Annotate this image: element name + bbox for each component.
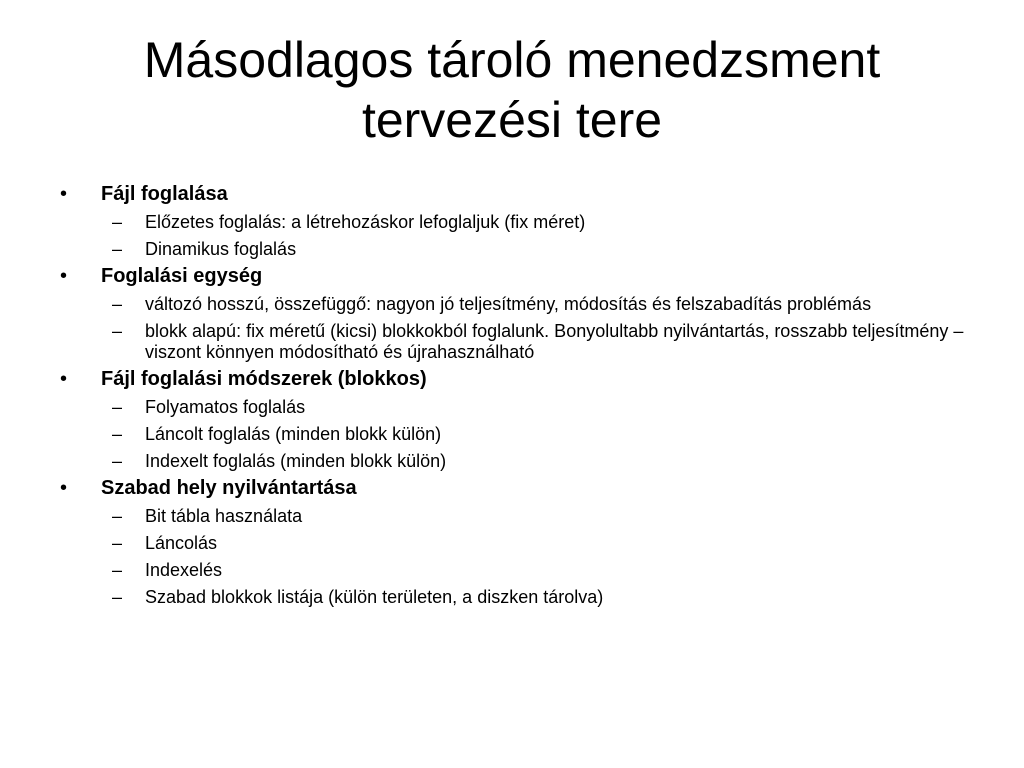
dash-icon: – [112, 560, 123, 580]
sub-bullet-item [60, 560, 970, 581]
dash-icon: – [112, 506, 123, 526]
sub-bullet-text: Láncolás [145, 533, 218, 553]
sub-bullet-text: Szabad blokkok listája (külön területen, a diszken tárolva) [145, 587, 604, 607]
bullet-icon: • [60, 477, 68, 499]
dash-icon: – [112, 451, 123, 471]
dash-icon: – [112, 321, 123, 341]
sub-bullet-text: változó hosszú, összefüggő: nagyon jó teljesítmény, módosítás és felszabadítás problémás [145, 294, 872, 314]
bullet-item [60, 367, 970, 391]
sub-bullet-item [60, 424, 970, 445]
bullet-heading: Foglalási egység [101, 265, 263, 287]
sub-bullet-text: Indexelt foglalás (minden blokk külön) [145, 451, 447, 471]
slide-title-line-2: tervezési tere [361, 92, 663, 148]
sub-bullet-item [60, 321, 970, 363]
sub-bullet-item [60, 212, 970, 233]
bullet-item [60, 264, 970, 288]
sub-bullet-text: Indexelés [145, 560, 223, 580]
bullet-icon: • [60, 183, 68, 205]
sub-bullet-text: blokk alapú: fix méretű (kicsi) blokkokból foglalunk. Bonyolultabb nyilvántartás, rosszabb teljesítmény – viszont könnyen módosítható és újrahasználható [145, 321, 964, 362]
sub-bullet-item [60, 587, 970, 608]
sub-bullet-item [60, 397, 970, 418]
sub-bullet-text: Láncolt foglalás (minden blokk külön) [145, 424, 442, 444]
sub-bullet-item [60, 294, 970, 315]
slide-title [40, 30, 984, 150]
dash-icon: – [112, 397, 123, 417]
slide-content [60, 178, 970, 608]
bullet-item [60, 476, 970, 500]
sub-bullet-text: Folyamatos foglalás [145, 397, 306, 417]
sub-bullet-text: Bit tábla használata [145, 506, 303, 526]
bullet-icon: • [60, 368, 68, 390]
dash-icon: – [112, 212, 123, 232]
dash-icon: – [112, 587, 123, 607]
bullet-heading: Szabad hely nyilvántartása [101, 477, 357, 499]
sub-bullet-item [60, 533, 970, 554]
bullet-heading: Fájl foglalási módszerek (blokkos) [101, 368, 427, 390]
dash-icon: – [112, 533, 123, 553]
sub-bullet-item [60, 506, 970, 527]
sub-bullet-text: Előzetes foglalás: a létrehozáskor lefoglaljuk (fix méret) [145, 212, 586, 232]
sub-bullet-text: Dinamikus foglalás [145, 239, 297, 259]
sub-bullet-item [60, 239, 970, 260]
sub-bullet-item [60, 451, 970, 472]
bullet-item [60, 182, 970, 206]
dash-icon: – [112, 239, 123, 259]
dash-icon: – [112, 294, 123, 314]
dash-icon: – [112, 424, 123, 444]
slide-title-line-1: Másodlagos tároló menedzsment [143, 32, 881, 88]
bullet-heading: Fájl foglalása [101, 183, 228, 205]
bullet-icon: • [60, 265, 68, 287]
